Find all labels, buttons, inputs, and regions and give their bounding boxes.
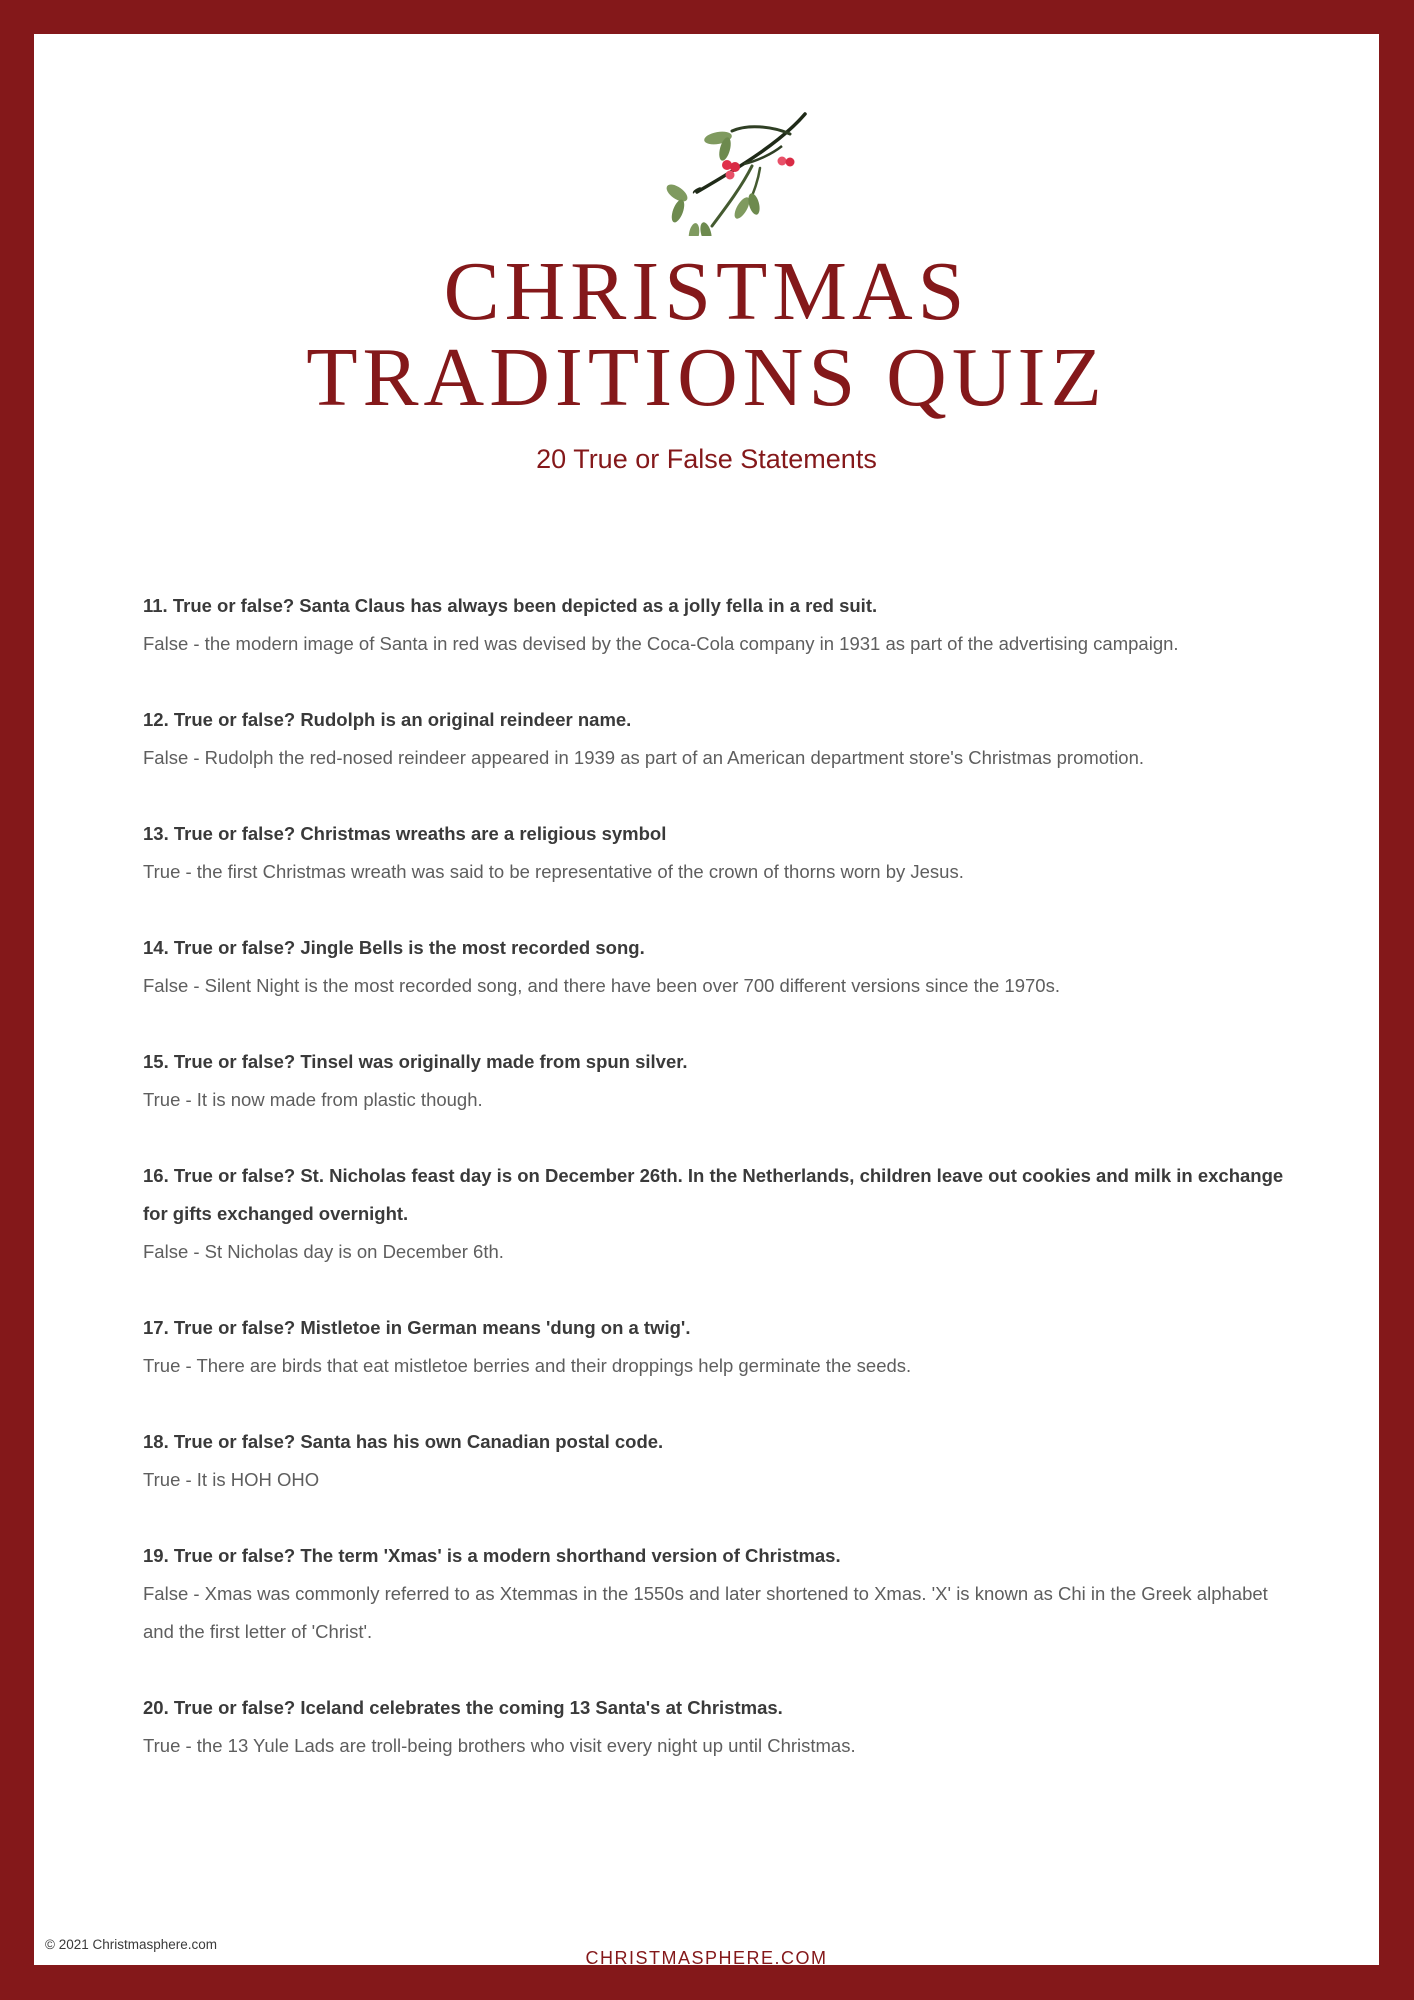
title-line-2: TRADITIONS QUIZ xyxy=(306,331,1107,424)
question-item-15 xyxy=(143,1043,1293,1119)
question-text: 14. True or false? Jingle Bells is the most recorded song. xyxy=(143,937,645,958)
question-item-11 xyxy=(143,587,1293,663)
question-text: 18. True or false? Santa has his own Canadian postal code. xyxy=(143,1431,664,1452)
question-item-14 xyxy=(143,929,1293,1005)
question-item-20 xyxy=(143,1689,1293,1765)
question-item-17 xyxy=(143,1309,1293,1385)
question-text: 19. True or false? The term 'Xmas' is a modern shorthand version of Christmas. xyxy=(143,1545,841,1566)
question-text: 12. True or false? Rudolph is an original reindeer name. xyxy=(143,709,632,730)
answer-text: False - the modern image of Santa in red was devised by the Coca-Cola company in 1931 as part of the advertising campaign. xyxy=(143,633,1179,654)
question-text: 15. True or false? Tinsel was originally made from spun silver. xyxy=(143,1051,688,1072)
question-item-12 xyxy=(143,701,1293,777)
question-text: 11. True or false? Santa Claus has always been depicted as a jolly fella in a red suit. xyxy=(143,595,878,616)
answer-text: True - There are birds that eat mistletoe berries and their droppings help germinate the seeds. xyxy=(143,1355,912,1376)
question-item-16 xyxy=(143,1157,1293,1271)
question-text: 13. True or false? Christmas wreaths are a religious symbol xyxy=(143,823,667,844)
quiz-page xyxy=(34,34,1379,1968)
question-item-19 xyxy=(143,1537,1293,1651)
question-item-13 xyxy=(143,815,1293,891)
answer-text: False - Silent Night is the most recorded song, and there have been over 700 different versions since the 1970s. xyxy=(143,975,1060,996)
answer-text: True - the 13 Yule Lads are troll-being brothers who visit every night up until Christmas. xyxy=(143,1735,856,1756)
page-title xyxy=(34,245,1379,424)
site-link[interactable]: CHRISTMASPHERE.COM xyxy=(585,1948,828,1968)
copyright-notice: © 2021 Christmasphere.com xyxy=(45,1937,218,1952)
answer-text: True - It is now made from plastic though. xyxy=(143,1089,483,1110)
question-text: 17. True or false? Mistletoe in German means 'dung on a twig'. xyxy=(143,1317,691,1338)
answer-text: False - Xmas was commonly referred to as Xtemmas in the 1550s and later shortened to Xmas. 'X' is known as Chi in the Greek alphabet and the first letter of 'Christ'. xyxy=(143,1583,1268,1642)
mistletoe-sprig-icon xyxy=(632,96,812,236)
answer-text: True - the first Christmas wreath was said to be representative of the crown of thorns worn by Jesus. xyxy=(143,861,964,882)
question-list xyxy=(143,587,1293,1803)
question-text: 16. True or false? St. Nicholas feast day is on December 26th. In the Netherlands, children leave out cookies and milk in exchange for gifts exchanged overnight. xyxy=(143,1165,1284,1224)
question-text: 20. True or false? Iceland celebrates the coming 13 Santa's at Christmas. xyxy=(143,1697,783,1718)
question-item-18 xyxy=(143,1423,1293,1499)
answer-text: False - Rudolph the red-nosed reindeer appeared in 1939 as part of an American department store's Christmas promotion. xyxy=(143,747,1145,768)
title-line-1: CHRISTMAS xyxy=(443,245,970,338)
answer-text: False - St Nicholas day is on December 6th. xyxy=(143,1241,504,1262)
page-subtitle: 20 True or False Statements xyxy=(536,444,877,474)
answer-text: True - It is HOH OHO xyxy=(143,1469,320,1490)
